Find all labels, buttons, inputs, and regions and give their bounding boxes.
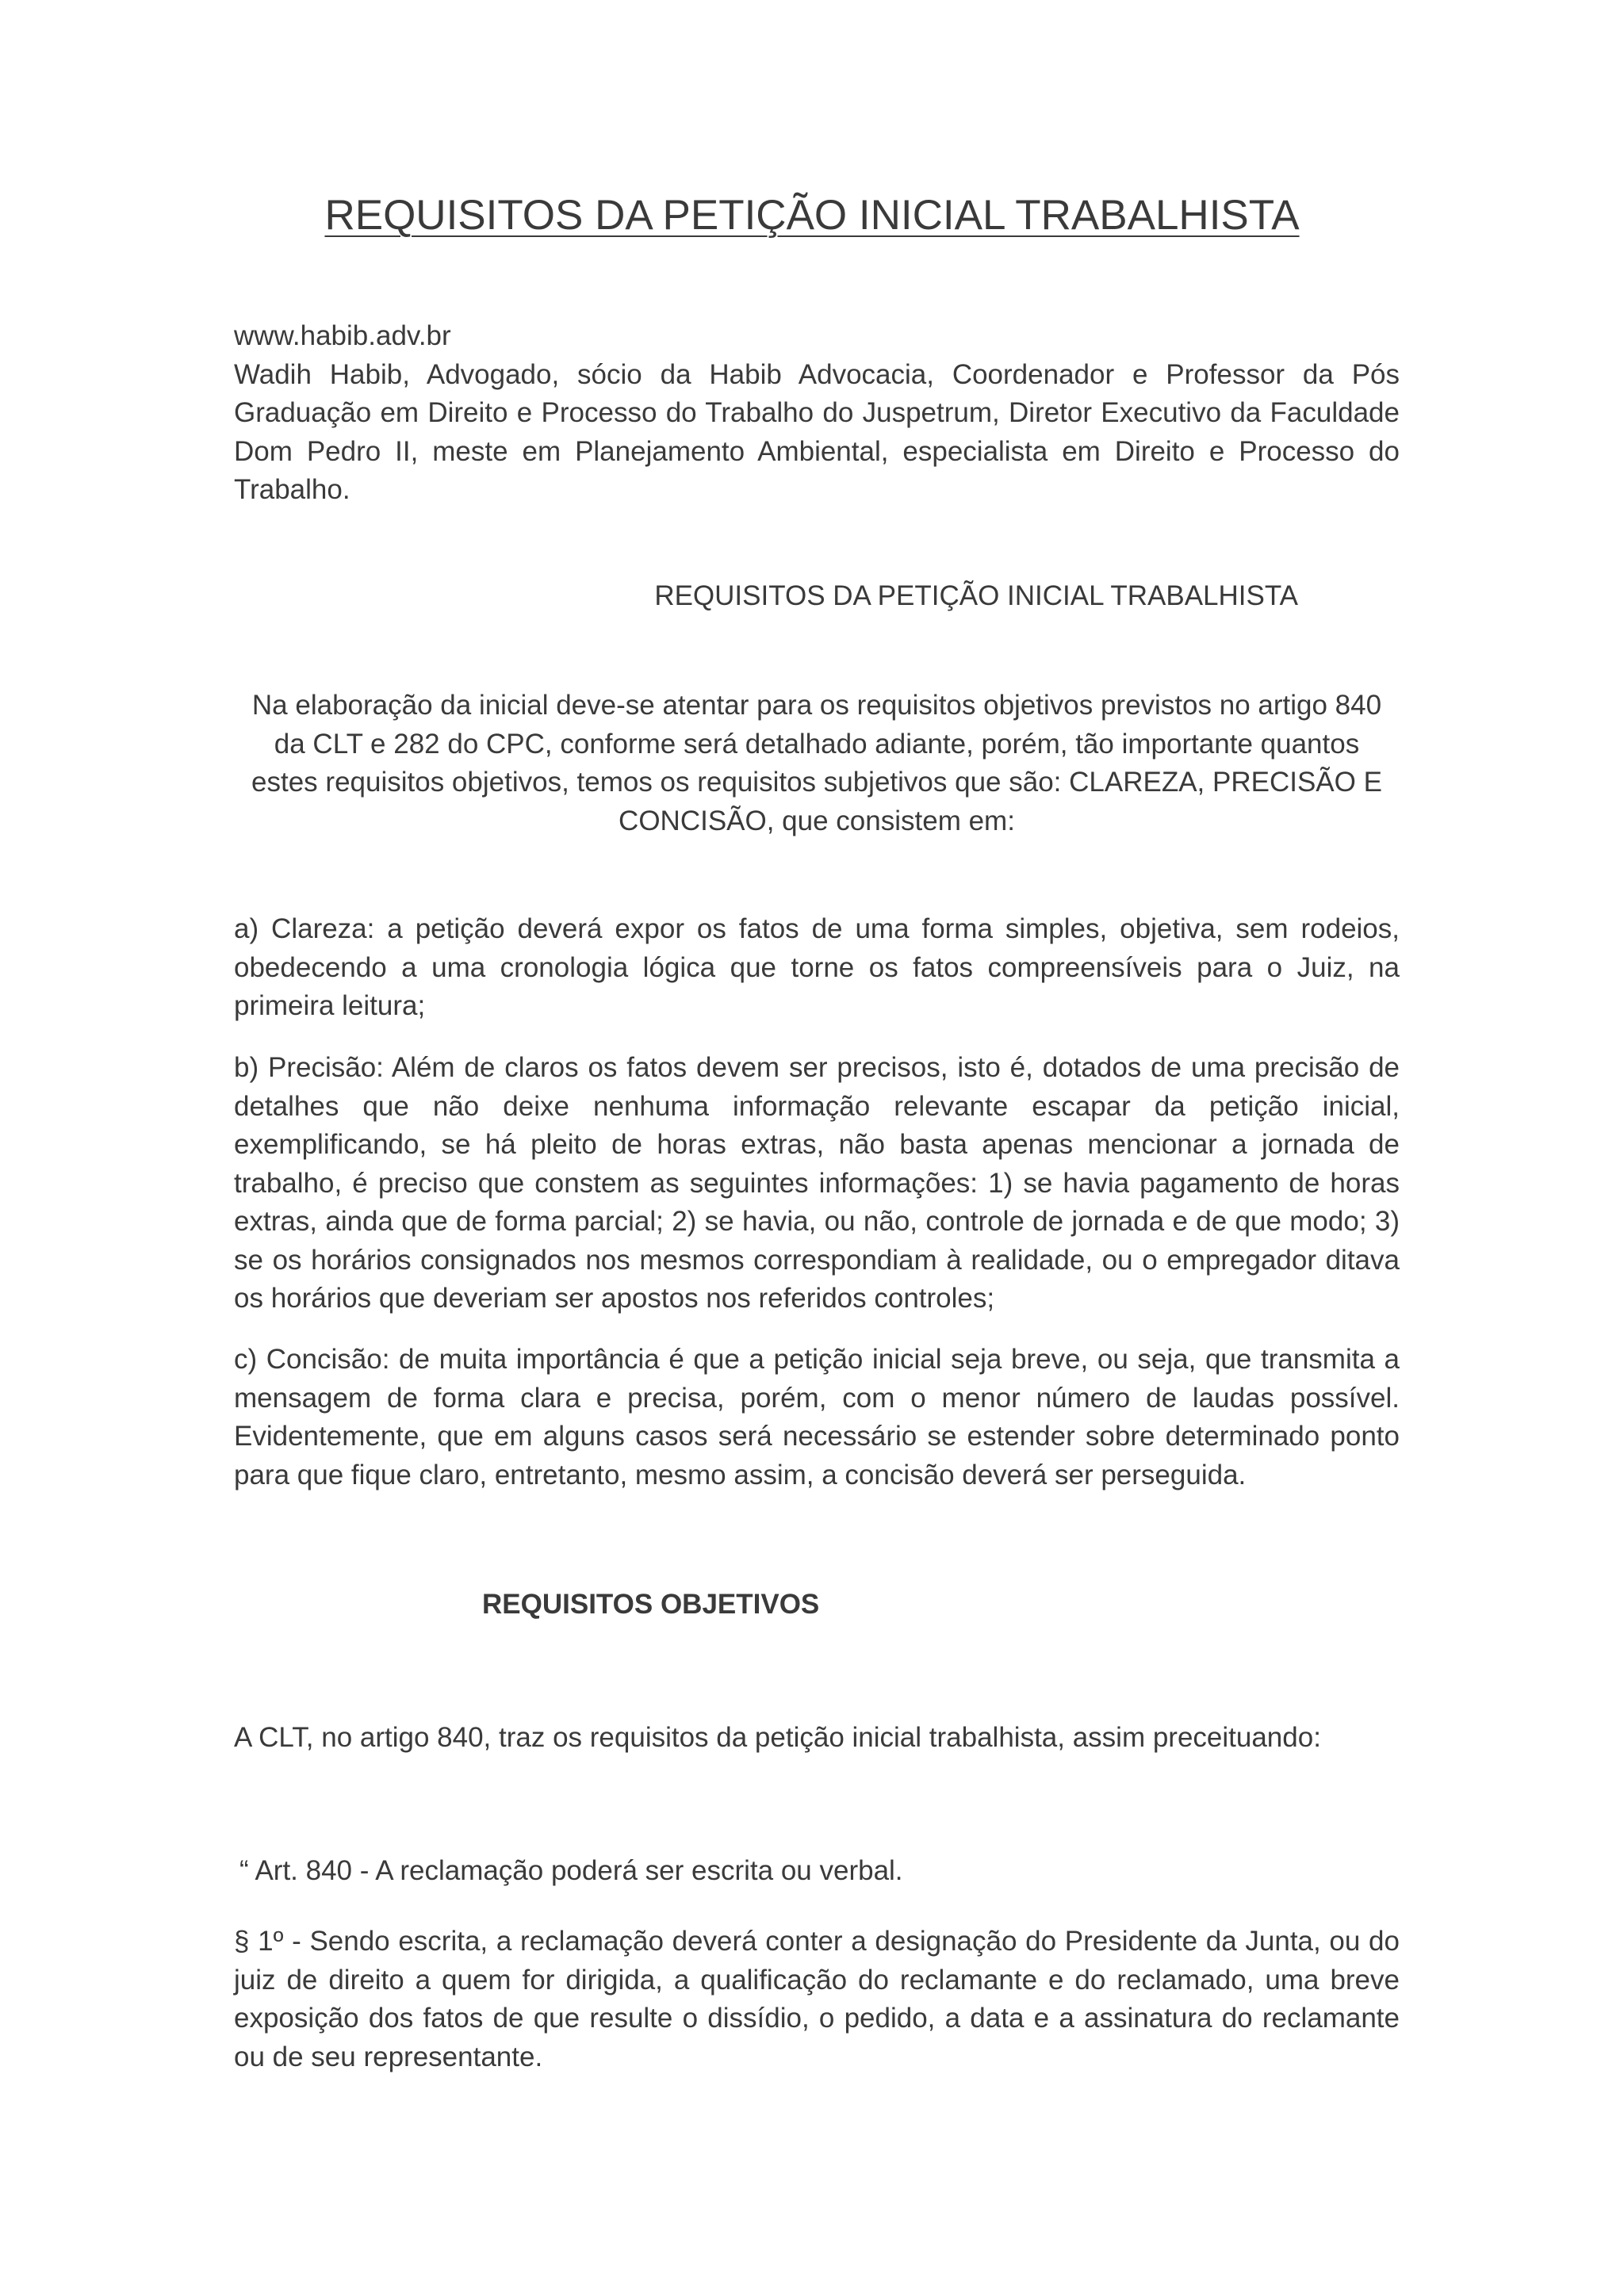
item-c-concisao: c) Concisão: de muita importância é que a petição inicial seja breve, ou seja, que transmita a mensagem de forma clara e precisa, porém, com o menor número de laudas possível. Evidentemente, que em alguns casos será necessário se estender sobre determinado ponto para que fique claro, entretanto, mesmo assim, a concisão deverá ser perseguida. [234,1344,1400,1490]
item-c-block [234,1341,1400,1494]
intro-block [246,687,1388,840]
item-a-clareza: a) Clareza: a petição deverá expor os fatos de uma forma simples, objetiva, sem rodeios, obedecendo a uma cronologia lógica que torne os fatos compreensíveis para o Juiz, na primeira leitura; [234,913,1400,1021]
paragraph-1-block [234,1923,1400,2076]
clt-intro-block [234,1719,1400,1758]
clt-intro: A CLT, no artigo 840, traz os requisitos da petição inicial trabalhista, assim preceituando: [234,1722,1321,1753]
objective-requirements-heading: REQUISITOS OBJETIVOS [482,1589,820,1620]
paragraph-1: § 1º - Sendo escrita, a reclamação deverá conter a designação do Presidente da Junta, ou do juiz de direito a quem for dirigida, a qualificação do reclamante e do reclamado, uma breve exposição dos fatos de que resulte o dissídio, o pedido, a data e a assinatura do reclamante ou de seu representante. [234,1926,1400,2072]
item-a-block [234,910,1400,1026]
art-840-block [239,1852,1405,1891]
section-title: REQUISITOS DA PETIÇÃO INICIAL TRABALHISTA [654,580,1298,611]
main-title: REQUISITOS DA PETIÇÃO INICIAL TRABALHISTA [324,192,1300,239]
item-b-block [234,1049,1400,1318]
website-link[interactable]: www.habib.adv.br [234,320,451,351]
intro-paragraph: Na elaboração da inicial deve-se atentar para os requisitos objetivos previstos no artigo 840 da CLT e 282 do CPC, conforme será detalhado adiante, porém, tão importante quantos estes requisitos objetivos, temos os requisitos subjetivos que são: CLAREZA, PRECISÃO E CONCISÃO, que consistem em: [251,690,1382,836]
art-840: “ Art. 840 - A reclamação poderá ser escrita ou verbal. [239,1855,903,1886]
author-block [234,317,1400,510]
item-b-precisao: b) Precisão: Além de claros os fatos devem ser precisos, isto é, dotados de uma precisão de detalhes que não deixe nenhuma informação relevante escapar da petição inicial, exemplificando, se há pleito de horas extras, não basta apenas mencionar a jornada de trabalho, é preciso que constem as seguintes informações: 1) se havia pagamento de horas extras, ainda que de forma parcial; 2) se havia, ou não, controle de jornada e de que modo; 3) se os horários consignados nos mesmos correspondiam à realidade, ou o empregador ditava os horários que deveriam ser apostos nos referidos controles; [234,1052,1400,1314]
author-bio: Wadih Habib, Advogado, sócio da Habib Advocacia, Coordenador e Professor da Pós Graduação em Direito e Processo do Trabalho do Juspetrum, Diretor Executivo da Faculdade Dom Pedro II, meste em Planejamento Ambiental, especialista em Direito e Processo do Trabalho. [234,358,1400,505]
